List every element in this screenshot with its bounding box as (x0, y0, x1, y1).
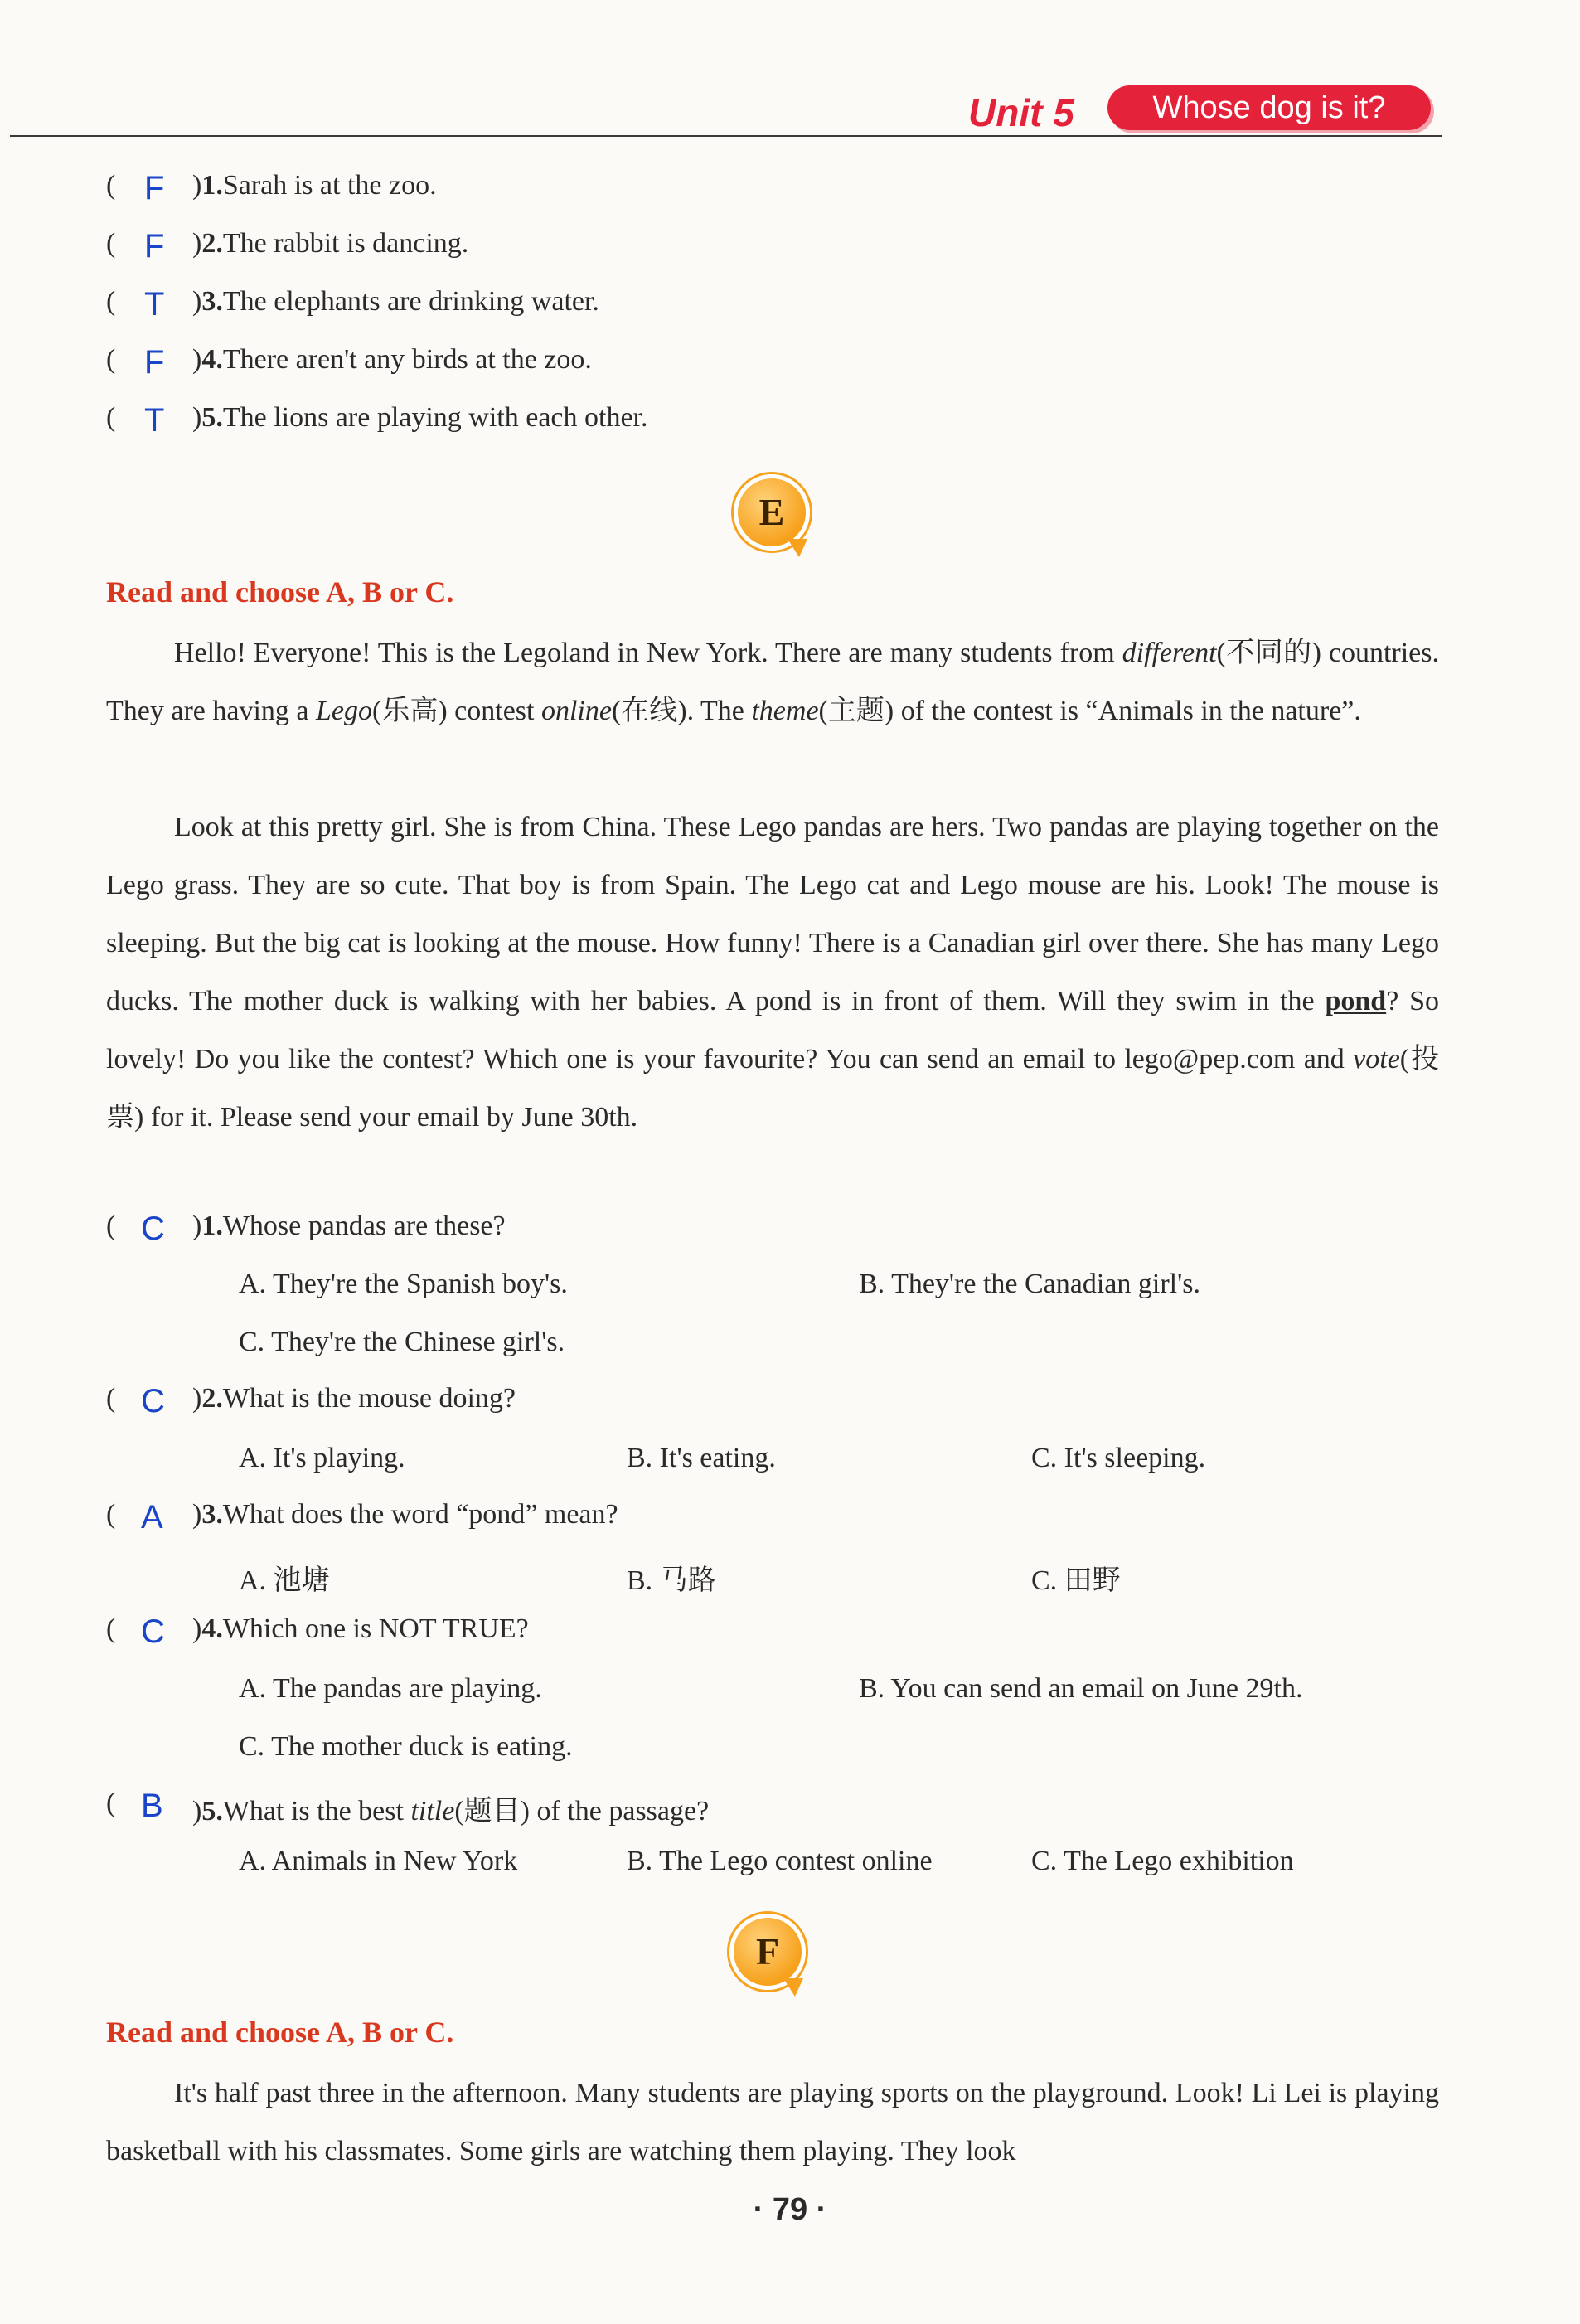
glossed-word: Lego (316, 696, 372, 726)
answer-mark: C (141, 1211, 165, 1247)
item-number: 1. (201, 170, 223, 201)
unit-title-pill: Whose dog is it? (1107, 85, 1431, 130)
item-text: The lions are playing with each other. (222, 402, 648, 433)
section-f-badge: F (729, 1914, 806, 1990)
answer-mark: C (141, 1383, 165, 1419)
option-a: A. The pandas are playing. (239, 1673, 542, 1704)
section-f-instruction: Read and choose A, B or C. (106, 2016, 454, 2049)
option-c: C. They're the Chinese girl's. (239, 1327, 565, 1357)
option-c: C. 田野 (1031, 1565, 1121, 1596)
glossed-word: vote (1353, 1044, 1400, 1075)
answer-mark: F (144, 228, 165, 264)
item-number: 5. (201, 402, 223, 433)
section-e-paragraph-2: Look at this pretty girl. She is from China. These Lego pandas are hers. Two pandas are playing together on the Lego grass. They are so cute. That boy is from Spain. The Lego cat and Lego mouse are his. Look! The mouse is sleeping. But the big cat is looking at the mouse. How funny! There is a Canadian girl over there. She has many Lego ducks. The mother duck is walking with her babies. A pond is in front of them. Will they swim in the pond? So lovely! Do you like the contest? Which one is your favourite? You can send an email to lego@pep.com and vote(投票) for it. Please send your email by June 30th. (106, 812, 1440, 1133)
question-text: Whose pandas are these? (222, 1211, 506, 1241)
answer-mark: A (141, 1499, 163, 1536)
section-f-paragraph: It's half past three in the afternoon. Many students are playing sports on the playground. Look! Li Lei is playing basketball with his classmates. Some girls are watching them playing. They look (106, 2078, 1439, 2166)
section-e-paragraph-1: Hello! Everyone! This is the Legoland in New York. There are many students from different(不同的) countries. They are having a Lego(乐高) contest online(在线). The theme(主题) of the contest is “Animals in the nature”. (106, 638, 1439, 726)
option-a: A. They're the Spanish boy's. (239, 1269, 568, 1299)
item-number: 3. (201, 286, 223, 317)
option-b: B. 马路 (627, 1565, 716, 1596)
answer-mark: F (144, 344, 165, 381)
option-c: C. The mother duck is eating. (239, 1731, 573, 1762)
option-b: B. You can send an email on June 29th. (859, 1673, 1303, 1704)
unit-label: Unit 5 (968, 91, 1074, 134)
option-a: A. 池塘 (239, 1565, 330, 1596)
glossed-word: different (1122, 638, 1217, 668)
gloss: (投票) (106, 1044, 1439, 1133)
section-e-badge: E (734, 474, 810, 551)
item-number: 2. (201, 228, 223, 259)
option-b: B. They're the Canadian girl's. (859, 1269, 1200, 1299)
section-e-instruction: Read and choose A, B or C. (106, 575, 454, 609)
option-c: C. The Lego exhibition (1031, 1846, 1294, 1876)
option-a: A. It's playing. (239, 1443, 405, 1473)
gloss: (乐高) (372, 696, 448, 726)
answer-mark: B (141, 1788, 163, 1824)
gloss: (主题) (818, 696, 894, 726)
question-text: What is the mouse doing? (222, 1383, 516, 1414)
badge-tail (788, 539, 807, 557)
answer-mark: T (144, 286, 165, 323)
answer-mark: F (144, 170, 165, 206)
glossed-word: online (540, 696, 612, 726)
workbook-page: Unit 5 Whose dog is it? ( F )1.Sarah is at the zoo. ( F )2.The rabbit is dancing. ( T )3.The elephants are drinking water. ( F )4.There aren't any birds at the zoo. ( T )5.The lions are playing with each other. E Read and choose A, B or C. Hello! Everyone! This is the Legoland in New York. There are many students from different(不同的) countries. They are having a Lego(乐高) contest online(在线). The theme(主题) of the contest is “Animals in the nature”. Look at this pretty girl. She is from China. These Lego pandas are hers. Two pandas are playing together on the Lego grass. They are so cute. That boy is from Spain. The Lego cat and Lego mouse are his. Look! The mouse is sleeping. But the big cat is looking at the mouse. How funny! There is a Canadian girl over there. She has many Lego ducks. The mother duck is walking with her babies. A pond is in front of them. Will they swim in the pond? So lovely! Do you like the contest? Which one is your favourite? You can send an email to lego@pep.com and vote(投票) for it. Please send your email by June 30th. ( C )1.Whose pandas are these? A. They're the Spanish boy's. B. They're the Canadian girl's. C. They're the Chinese girl's. ( C )2.What is the mouse doing? A. It's playing. B. It's eating. C. It's sleeping. ( A )3.What does the word “pond” mean? A. 池塘 B. 马路 C. 田野 ( C )4.Which one is NOT TRUE? A. The pandas are playing. B. You can send an email on June 29th. C. The mother duck is eating. ( B )5.What is the best title(题目) of the passage? A. Animals in New York B. The Lego contest online C. The Lego exhibition F Read and choose A, B or C. It's half past three in the afternoon. Many students are playing sports on the playground. Look! Li Lei is playing basketball with his classmates. Some girls are watching them playing. They look · 79 · (0, 0, 1580, 2324)
header-divider (10, 135, 1442, 137)
answer-mark: T (144, 402, 165, 439)
answer-mark: C (141, 1613, 165, 1650)
gloss: (在线) (611, 696, 687, 726)
badge-tail (783, 1978, 803, 1997)
option-b: B. It's eating. (627, 1443, 776, 1473)
item-text: Sarah is at the zoo. (222, 170, 437, 201)
glossed-word: theme (751, 696, 819, 726)
underlined-word: pond (1325, 986, 1387, 1016)
question-text: Which one is NOT TRUE? (222, 1613, 529, 1644)
option-c: C. It's sleeping. (1031, 1443, 1206, 1473)
gloss: (不同的) (1216, 638, 1321, 668)
option-a: A. Animals in New York (239, 1846, 518, 1876)
item-text: There aren't any birds at the zoo. (222, 344, 592, 375)
item-text: The elephants are drinking water. (222, 286, 599, 317)
item-number: 4. (201, 344, 223, 375)
question-text: What does the word “pond” mean? (222, 1499, 618, 1530)
page-number: · 79 · (753, 2192, 827, 2227)
item-text: The rabbit is dancing. (222, 228, 469, 259)
option-b: B. The Lego contest online (627, 1846, 933, 1876)
question-text: What is the best (222, 1796, 411, 1827)
